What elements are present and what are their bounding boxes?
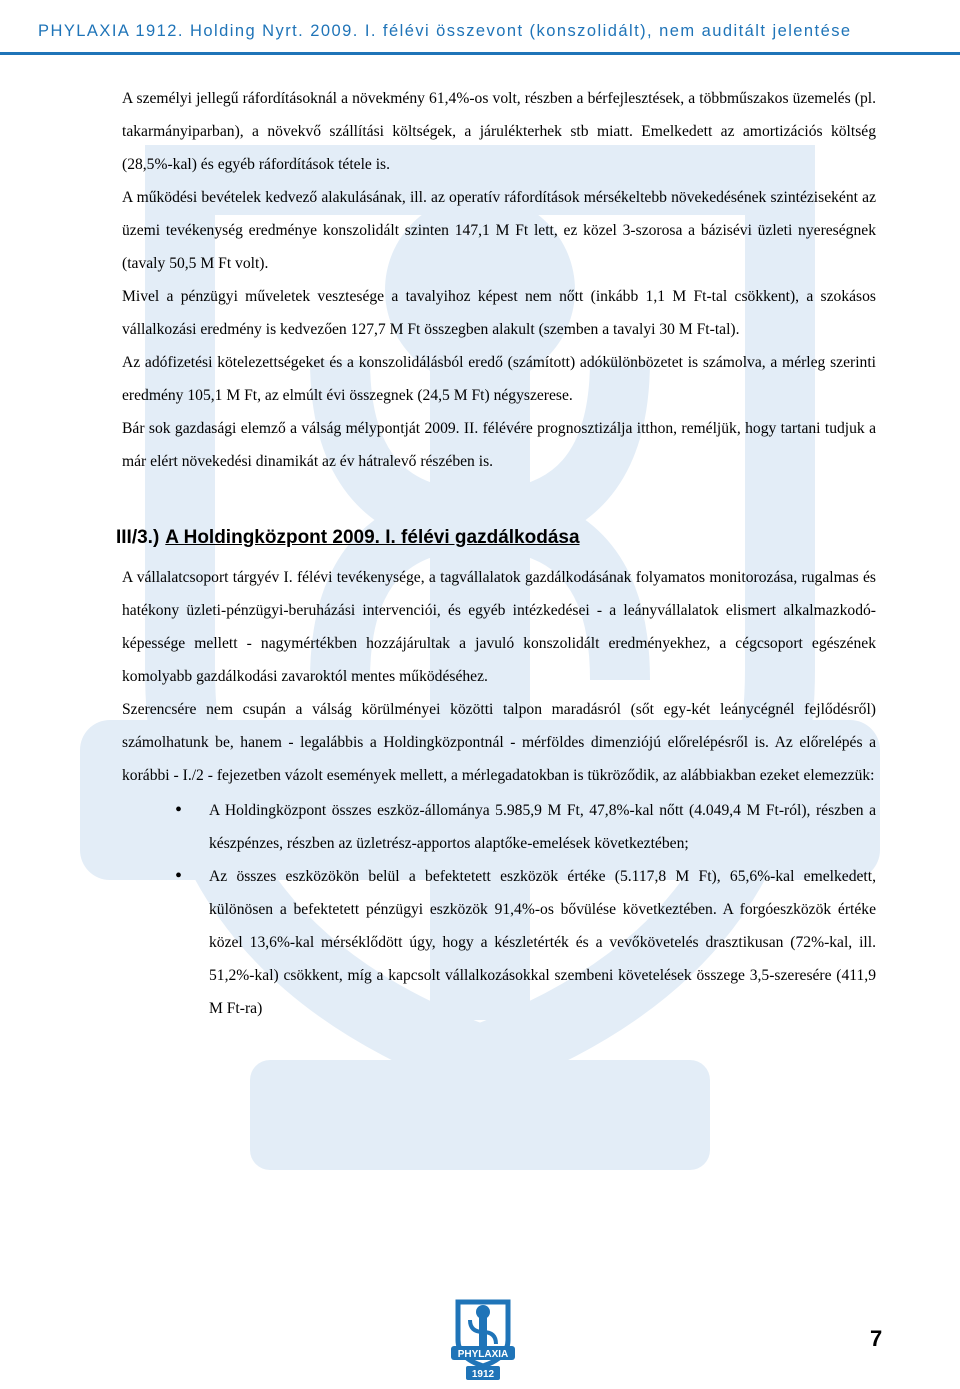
paragraph: Bár sok gazdasági elemző a válság mélypontját 2009. II. félévére prognosztizálja itthon, reméljük, hogy tartani tudjuk a már elért növekedési dinamikát az év hátralevő részében is. — [122, 420, 876, 470]
paragraph: A működési bevételek kedvező alakulásának, ill. az operatív ráfordítások mérsékeltebb növekedésének szintéziseként az üzemi tevékenység eredménye konszolidált szinten 147,1 M Ft lett, ez közel 3-szorosa a bázisévi üzleti nyereségnek (tavaly 50,5 M Ft volt). — [122, 189, 876, 272]
list-item: • Az összes eszközökön belül a befektetett eszközök értéke (5.117,8 M Ft), 65,6%-kal emelkedett, különösen a befektetett pénzügyi eszközök 91,4%-os bővülése következtében. A forgóeszközök értéke közel 13,6%-kal mérséklődött úgy, hogy a készletérték és a vevőkövetelés drasztikusan (72%-kal, ill. 51,2%-kal) csökkent, míg a kapcsolt vállalkozásokkal szembeni követelések összege 3,5-szeresére (411,9 M Ft-ra) — [209, 860, 876, 1025]
paragraph: Szerencsére nem csupán a válság körülményei közötti talpon maradásról (sőt egy-két leánycégnél fejlődésről) számolhatunk be, hanem - legalábbis a Holdingközpontnál - mérföldes dimenziójú előrelépésről is. Az előrelépés a korábbi - I./2 - fejezetben vázolt események mellett, a mérlegadatokban is tükröződik, az alábbiakban ezeket elemezzük: — [122, 701, 876, 784]
list-item: • A Holdingközpont összes eszköz-állománya 5.985,9 M Ft, 47,8%-kal nőtt (4.049,4 M Ft-ról), részben a készpénzes, részben az üzletrész-apportos alaptőke-emelések következtében; — [209, 794, 876, 860]
paragraph: Az adófizetési kötelezettségeket és a konszolidálásból eredő (számított) adókülönbözetet is számolva, a mérleg szerinti eredmény 105,1 M Ft, az elmúlt évi összegnek (24,5 M Ft) négyszerese. — [122, 354, 876, 404]
header-rule — [0, 52, 960, 55]
section-number: III/3.) — [116, 527, 160, 548]
header-title: PHYLAXIA 1912. Holding Nyrt. 2009. I. félévi összevont (konszolidált), nem auditált jelentése — [38, 22, 852, 40]
logo-text: PHYLAXIA — [457, 1349, 509, 1360]
paragraph: A személyi jellegű ráfordításoknál a növekmény 61,4%-os volt, részben a bérfejlesztések, a többműszakos üzemelés (pl. takarmányiparban), a növekvő szállítási költségek, a járulékterhek stb miatt. Emelkedett az amortizációs költség (28,5%-kal) és egyéb ráfordítások tétele is. — [122, 90, 876, 173]
page-number: 7 — [870, 1326, 883, 1351]
section-heading — [116, 523, 876, 553]
section-title: A Holdingközpont 2009. I. félévi gazdálkodása — [165, 527, 580, 548]
logo-year: 1912 — [471, 1369, 495, 1380]
phylaxia-logo-icon — [450, 1296, 516, 1384]
paragraph: A vállalatcsoport tárgyév I. félévi tevékenysége, a tagvállalatok gazdálkodásának folyamatos monitorozása, rugalmas és hatékony üzleti-pénzügyi-beruházási intervenciói, és egyéb intézkedései - a leányvállalatok elismert alkalmazkodó-képessége mellett - nagymértékben hozzájárultak a javuló konszolidált eredményekhez, a cégcsoport egészének komolyabb gazdálkodási zavaroktól mentes működéséhez. — [122, 569, 876, 685]
page-header — [0, 0, 960, 64]
document-body — [116, 82, 876, 1025]
paragraph: Mivel a pénzügyi műveletek vesztesége a tavalyihoz képest nem nőtt (inkább 1,1 M Ft-tal csökkent), a szokásos vállalkozási eredmény is kedvezően 127,7 M Ft összegben alakult (szemben a tavalyi 30 M Ft-tal). — [122, 288, 876, 338]
bullet-list — [122, 794, 876, 1025]
